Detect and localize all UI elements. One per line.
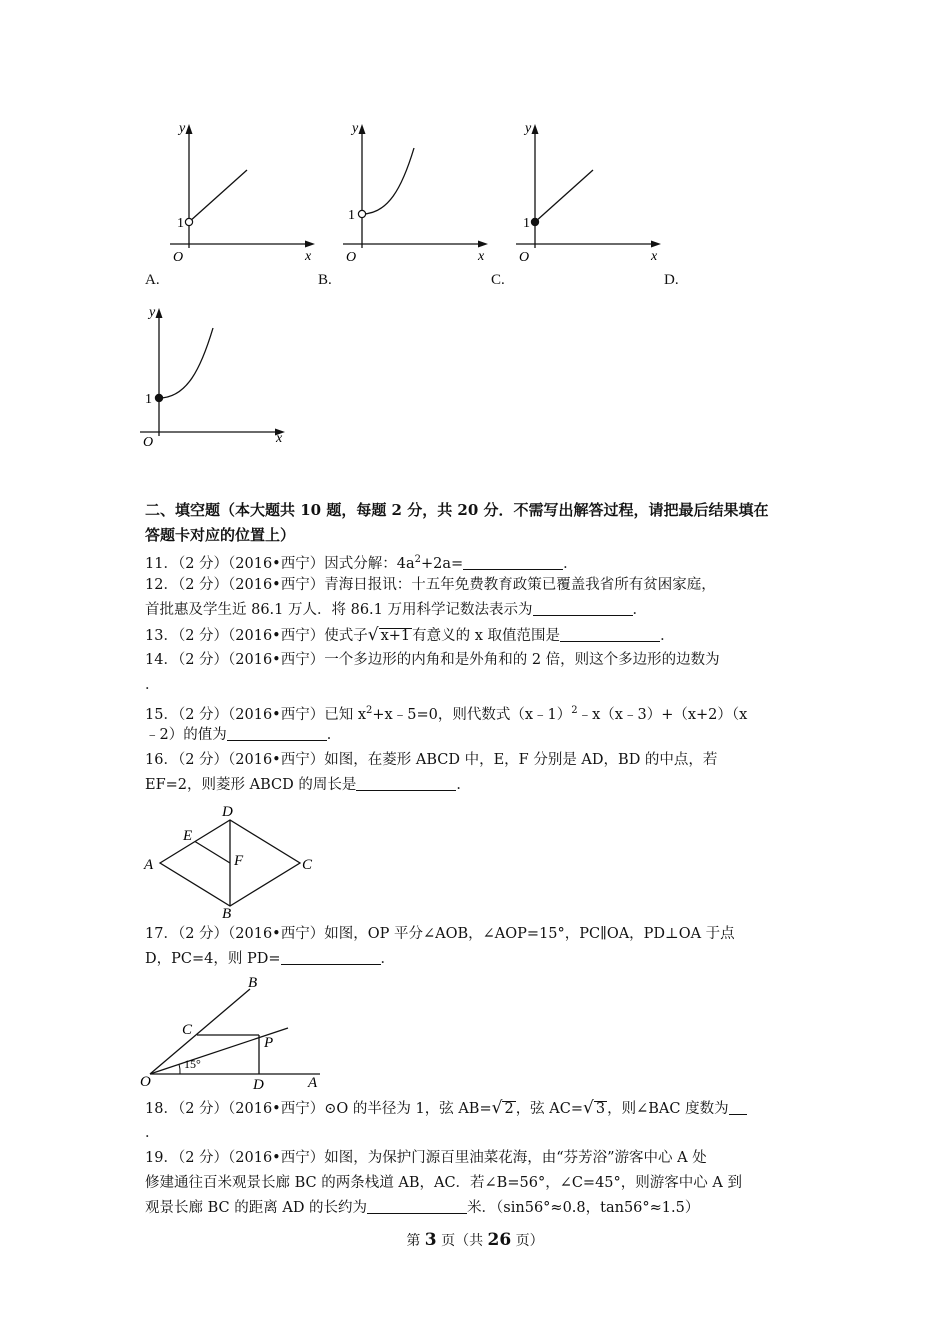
point-p-label: P [264,1035,274,1051]
answer-blank [367,1198,467,1214]
vertex-b-label: B [222,906,232,922]
option-d-label: D. [664,272,679,288]
graph-option-a [165,118,325,268]
point-b-label: B [248,975,258,991]
question-19-line3: 观景长廊 BC 的距离 AD 的长约为 米．（sin56°≈0.8，tan56°≈1.5） [145,1200,700,1216]
y-axis-label: y [525,121,532,136]
angle-bisector-figure [140,972,330,1092]
question-16-line1: 16．（2 分）（2016•西宁）如图，在菱形 ABCD 中，E，F 分别是 AD，BD 的中点，若 [145,752,718,768]
option-c-label: C. [491,272,505,288]
x-axis-label: x [651,249,658,264]
tick-one-label: 1 [177,216,184,231]
vertex-c-label: C [302,857,313,873]
section-heading-line1: 二、填空题（本大题共 10 题，每题 2 分，共 20 分．不需写出解答过程，请把最后结果填在 [145,501,769,519]
page-number: 3 [424,1230,437,1250]
answer-blank [463,554,563,570]
question-19-line1: 19．（2 分）（2016•西宁）如图，为保护门源百里油菜花海，由“芬芳浴”游客中心 A 处 [145,1150,707,1166]
point-c-label: C [182,1022,193,1038]
tick-one-label: 1 [523,216,530,231]
question-14-line1: 14．（2 分）（2016•西宁）一个多边形的内角和是外角和的 2 倍，则这个多边形的边数为 [145,652,720,668]
origin-label: O [173,250,184,265]
vertex-a-label: A [144,857,154,873]
graph-option-d [135,302,295,452]
answer-blank [729,1099,747,1115]
x-axis-label: x [478,249,485,264]
question-18-line1: 18．（2 分）（2016•西宁）⊙O 的半径为 1，弦 AB=√ 2 ，弦 AC=√ 3 ，则∠BAC 度数为 [145,1096,747,1121]
origin-label: O [143,435,154,450]
y-axis-label: y [149,305,156,320]
question-17-line1: 17．（2 分）（2016•西宁）如图，OP 平分∠AOB，∠AOP=15°，PC∥OA，PD⊥OA 于点 [145,926,735,942]
point-a-label: A [308,1075,318,1091]
graph-option-b [338,118,498,268]
rhombus-figure [140,798,330,923]
x-axis-label: x [276,431,283,446]
question-19-line2: 修建通往百米观景长廊 BC 的两条栈道 AB，AC．若∠B=56°，∠C=45°，则游客中心 A 到 [145,1175,742,1191]
answer-blank [356,775,456,791]
tick-one-label: 1 [145,392,152,407]
answer-blank [533,600,633,616]
question-16-line2: EF=2，则菱形 ABCD 的周长是 ． [145,777,471,793]
answer-blank [281,949,381,965]
point-e-label: E [183,828,193,844]
point-f-label: F [234,853,244,869]
question-12-line2: 首批惠及学生近 86.1 万人．将 86.1 万用科学记数法表示为 ． [145,602,648,618]
tick-one-label: 1 [348,208,355,223]
option-b-label: B. [318,272,332,288]
point-d-label: D [253,1077,264,1092]
question-15-line1: 15．（2 分）（2016•西宁）已知 $x^2+x﹣5=0$，则代数式（x﹣1）$^2$﹣x（x﹣3）+（x+2）（x [145,705,748,723]
vertex-d-label: D [222,804,233,820]
origin-label: O [346,250,357,265]
x-axis-label: x [305,249,312,264]
question-11: 11．（2 分）（2016•西宁）因式分解：$4a^2+2a=$ ． [145,554,578,572]
graph-option-c [511,118,671,268]
angle-15-label: 15° [184,1057,201,1071]
section-heading-line2: 答题卡对应的位置上） [145,526,296,544]
sqrt-expression: x+1 [380,628,411,644]
y-axis-label: y [179,121,186,136]
answer-blank [560,626,660,642]
question-18-line2: ． [145,1125,160,1141]
option-a-label: A. [145,272,160,288]
question-14-line2: ． [145,677,160,693]
question-13: 13．（2 分）（2016•西宁）使式子√ x+1 有意义的 x 取值范围是 ． [145,625,675,645]
answer-blank [227,725,327,741]
question-17-line2: D，PC=4，则 PD= ． [145,951,395,967]
y-axis-label: y [352,121,359,136]
question-15-line2: ﹣2）的值为 ． [145,727,342,743]
page-footer: 第 3 页（共 26 页） [406,1230,544,1250]
question-12-line1: 12．（2 分）（2016•西宁）青海日报讯：十五年免费教育政策已覆盖我省所有贫困家庭， [145,577,716,593]
origin-label: O [519,250,530,265]
point-o-label: O [140,1074,151,1090]
page-total: 26 [487,1230,512,1250]
